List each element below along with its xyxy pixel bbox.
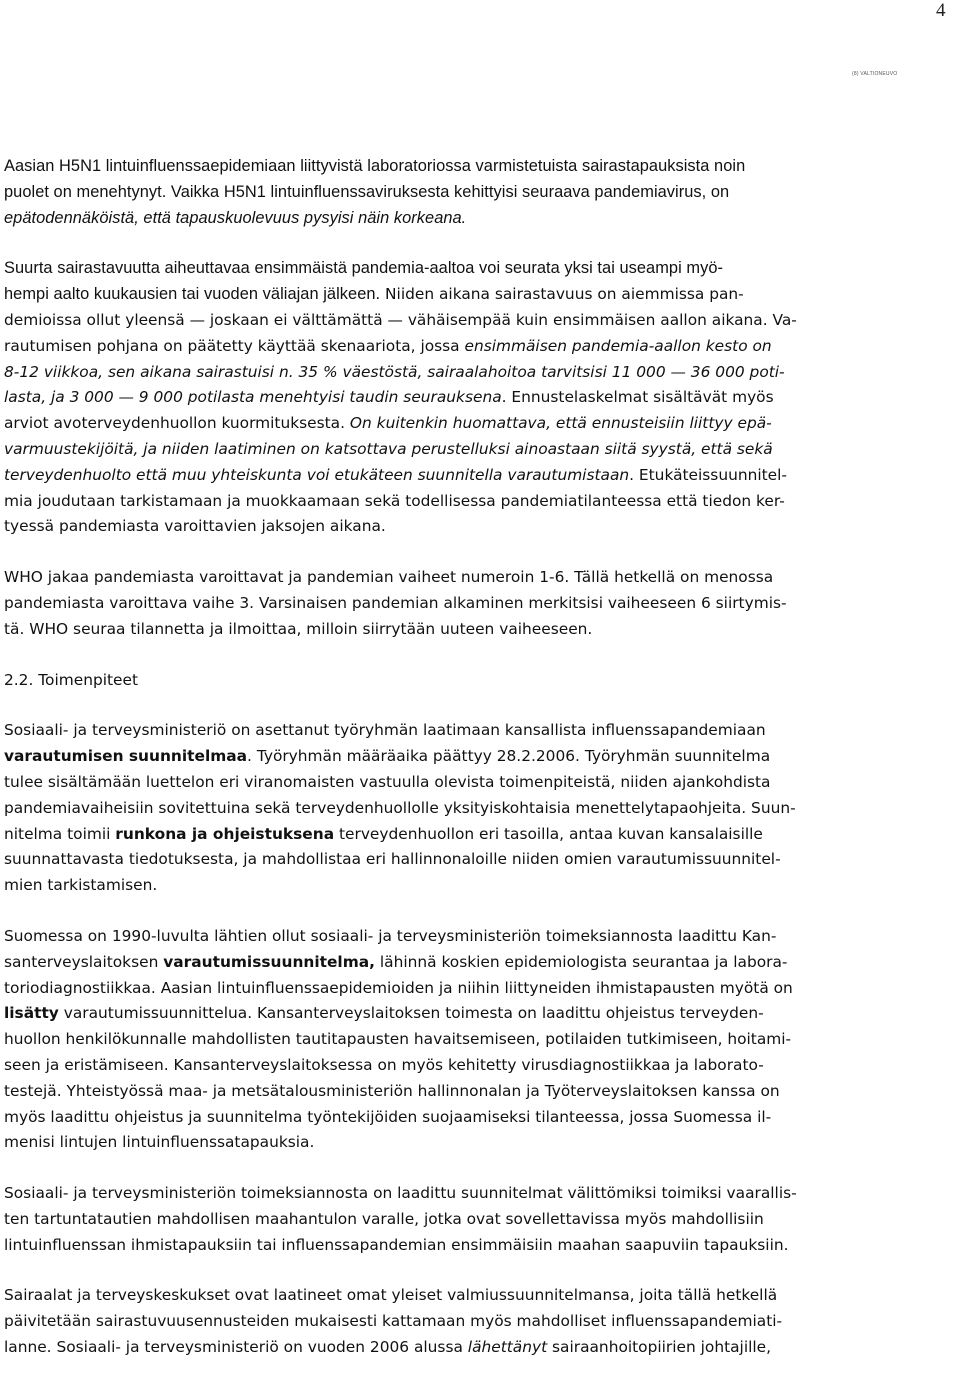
text-line: lintuinfluenssan ihmistapauksiin tai influenssapandemian ensimmäisiin maahan saapuviin tapauksiin. — [4, 1235, 789, 1254]
text-segment: lähettänyt — [467, 1338, 548, 1357]
text-segment: On kuitenkin huomattava, että ennusteisiin liittyy epä- — [349, 414, 772, 433]
text-line: tyessä pandemiasta varoittavien jaksojen aikana. — [4, 517, 386, 536]
text-segment: . Etukäteissuunnitel- — [629, 465, 787, 484]
text-line: tä. WHO seuraa tilannetta ja ilmoittaa, milloin siirrytään uuteen vaiheeseen. — [4, 619, 593, 638]
text-segment: lähinnä koskien epidemiologista seurantaa ja labora- — [374, 952, 788, 971]
text-segment: hempi aalto kuukausien tai vuoden väliajan jälkeen. — [4, 285, 381, 304]
paragraph-h5n1 — [4, 154, 949, 231]
section-heading — [4, 668, 949, 694]
text-segment: Niiden aikana sairastavuus on aiemmissa pan- — [380, 285, 744, 304]
text-line: Suurta sairastavuutta aiheuttavaa ensimmäistä pandemia-aaltoa voi seurata yksi tai useampi myö- — [4, 259, 724, 278]
text-segment: lisätty — [4, 1004, 59, 1023]
text-segment: lanne. Sosiaali- ja terveysministeriö on vuoden 2006 alussa — [4, 1338, 468, 1357]
paragraph-immediate-actions — [4, 1181, 949, 1258]
text-segment: varautumissuunnittelua. Kansanterveyslaitoksen toimesta on laadittu ohjeistus terveyden- — [58, 1004, 764, 1023]
text-line: Sosiaali- ja terveysministeriö on asettanut työryhmän laatimaan kansallista influenssapandemiaan — [4, 721, 766, 740]
text-segment: . Työryhmän määräaika päättyy 28.2.2006. Työryhmän suunnitelma — [247, 747, 771, 766]
text-segment: rautumisen pohjana on päätetty käyttää skenaariota, jossa — [4, 336, 465, 355]
text-line: 8-12 viikkoa, sen aikana sairastuisi n. 35 % väestöstä, sairaalahoitoa tarvitsisi 11 000 — 36 000 poti- — [4, 362, 785, 381]
text-segment: nitelma toimii — [4, 824, 116, 843]
text-line: Sosiaali- ja terveysministeriön toimeksiannosta on laadittu suunnitelmat välittömiksi toimiksi vaarallis- — [4, 1184, 797, 1203]
text-segment: terveydenhuollon eri tasoilla, antaa kuvan kansalaisille — [334, 824, 763, 843]
document-body — [4, 154, 949, 1361]
text-line: pandemiasta varoittava vaihe 3. Varsinaisen pandemian alkaminen merkitsisi vaiheeseen 6 siirtymis- — [4, 593, 787, 612]
text-line: myös laadittu ohjeistus ja suunnitelma työntekijöiden suojaamiseksi tilanteessa, jossa Suomessa il- — [4, 1107, 772, 1126]
text-line — [4, 463, 949, 489]
text-line: seen ja eristämiseen. Kansanterveyslaitoksessa on myös kehitetty virusdiagnostiikkaa ja laborato- — [4, 1055, 764, 1074]
text-segment: santerveyslaitoksen — [4, 952, 164, 971]
text-line — [4, 334, 949, 360]
text-line: varmuustekijöitä, ja niiden laatiminen on katsottava perustelluksi ainoastaan siitä syystä, että sekä — [4, 439, 773, 458]
text-segment: lasta, ja 3 000 — 9 000 potilasta menehtyisi taudin seurauksena — [4, 388, 502, 407]
text-line: toriodiagnostiikkaa. Aasian lintuinfluenssaepidemioiden ja niihin liittyneiden ihmistapausten myötä on — [4, 978, 793, 997]
text-segment: . Ennustelaskelmat sisältävät myös — [501, 388, 774, 407]
text-line: tulee sisältämään luettelon eri viranomaisten vastuulla olevista toimenpiteistä, niiden ajankohdista — [4, 772, 771, 791]
text-line: pandemiavaiheisiin sovitettuina sekä terveydenhuollolle yksityiskohtaisia menettelytapaohjeita. Suun- — [4, 798, 796, 817]
text-line: demioissa ollut yleensä — joskaan ei välttämättä — vähäisempää kuin ensimmäisen aallon aikana. Va- — [4, 310, 797, 329]
text-line: Aasian H5N1 lintuinfluenssaepidemiaan liittyvistä laboratoriossa varmistetuista sairastapauksista noin — [4, 157, 746, 175]
text-line: Suomessa on 1990-luvulta lähtien ollut sosiaali- ja terveysministeriön toimeksiannosta laadittu Kan- — [4, 926, 777, 945]
paragraph-who-phases — [4, 565, 949, 642]
text-segment: runkona ja ohjeistuksena — [115, 824, 335, 843]
text-line: menisi lintujen lintuinfluenssatapauksia. — [4, 1133, 315, 1152]
text-segment: ensimmäisen pandemia-aallon kesto on — [464, 336, 772, 355]
text-line — [4, 411, 949, 437]
page-number: 4 — [936, 0, 946, 21]
text-line — [4, 385, 949, 411]
text-line — [4, 282, 949, 308]
document-stamp: (8) VALTIONEUVO — [852, 71, 898, 77]
paragraph-ktl-plan — [4, 924, 949, 1156]
text-line: huollon henkilökunnalle mahdollisten tautitapausten havaitsemiseen, potilaiden tutkimiseen, hoitami- — [4, 1030, 792, 1049]
text-line: Sairaalat ja terveyskeskukset ovat laatineet omat yleiset valmiussuunnitelmansa, joita tällä hetkellä — [4, 1286, 778, 1305]
heading-text: 2.2. Toimenpiteet — [4, 670, 139, 689]
text-line: päivitetään sairastuvuusennusteiden mukaisesti kattamaan myös mahdolliset influenssapandemiati- — [4, 1312, 783, 1331]
text-segment: sairaanhoitopiirien johtajille, — [547, 1338, 772, 1357]
paragraph-pandemic-waves — [4, 256, 949, 540]
text-line: mia joudutaan tarkistamaan ja muokkaamaan sekä todellisessa pandemiatilanteessa että tiedon ker- — [4, 491, 785, 510]
text-line — [4, 822, 949, 848]
paragraph-hospitals — [4, 1283, 949, 1360]
text-line: testejä. Yhteistyössä maa- ja metsätalousministeriön hallinnonalan ja Työterveyslaitoksen kanssa on — [4, 1081, 780, 1100]
text-line — [4, 744, 949, 770]
text-line: mien tarkistamisen. — [4, 876, 158, 895]
text-line: epätodennäköistä, että tapauskuolevuus pysyisi näin korkeana. — [4, 208, 467, 227]
text-line: WHO jakaa pandemiasta varoittavat ja pandemian vaiheet numeroin 1-6. Tällä hetkellä on menossa — [4, 568, 774, 587]
text-line — [4, 1335, 949, 1361]
text-segment: varautumissuunnitelma, — [163, 952, 375, 971]
text-line — [4, 950, 949, 976]
text-segment: varautumisen suunnitelmaa — [4, 747, 248, 766]
text-segment: arviot avoterveydenhuollon kuormituksesta. — [4, 414, 350, 433]
text-line: suunnattavasta tiedotuksesta, ja mahdollistaa eri hallinnonaloille niiden omien varautumissuunnitel- — [4, 850, 781, 869]
text-line: ten tartuntatautien mahdollisen maahantulon varalle, jotka ovat sovellettavissa myös mahdollisiin — [4, 1209, 764, 1228]
paragraph-working-group — [4, 718, 949, 899]
text-line: puolet on menehtynyt. Vaikka H5N1 lintuinfluenssaviruksesta kehittyisi seuraava pandemiavirus, on — [4, 182, 730, 201]
text-line — [4, 1001, 949, 1027]
text-segment: terveydenhuolto että muu yhteiskunta voi etukäteen suunnitella varautumistaan — [4, 465, 630, 484]
